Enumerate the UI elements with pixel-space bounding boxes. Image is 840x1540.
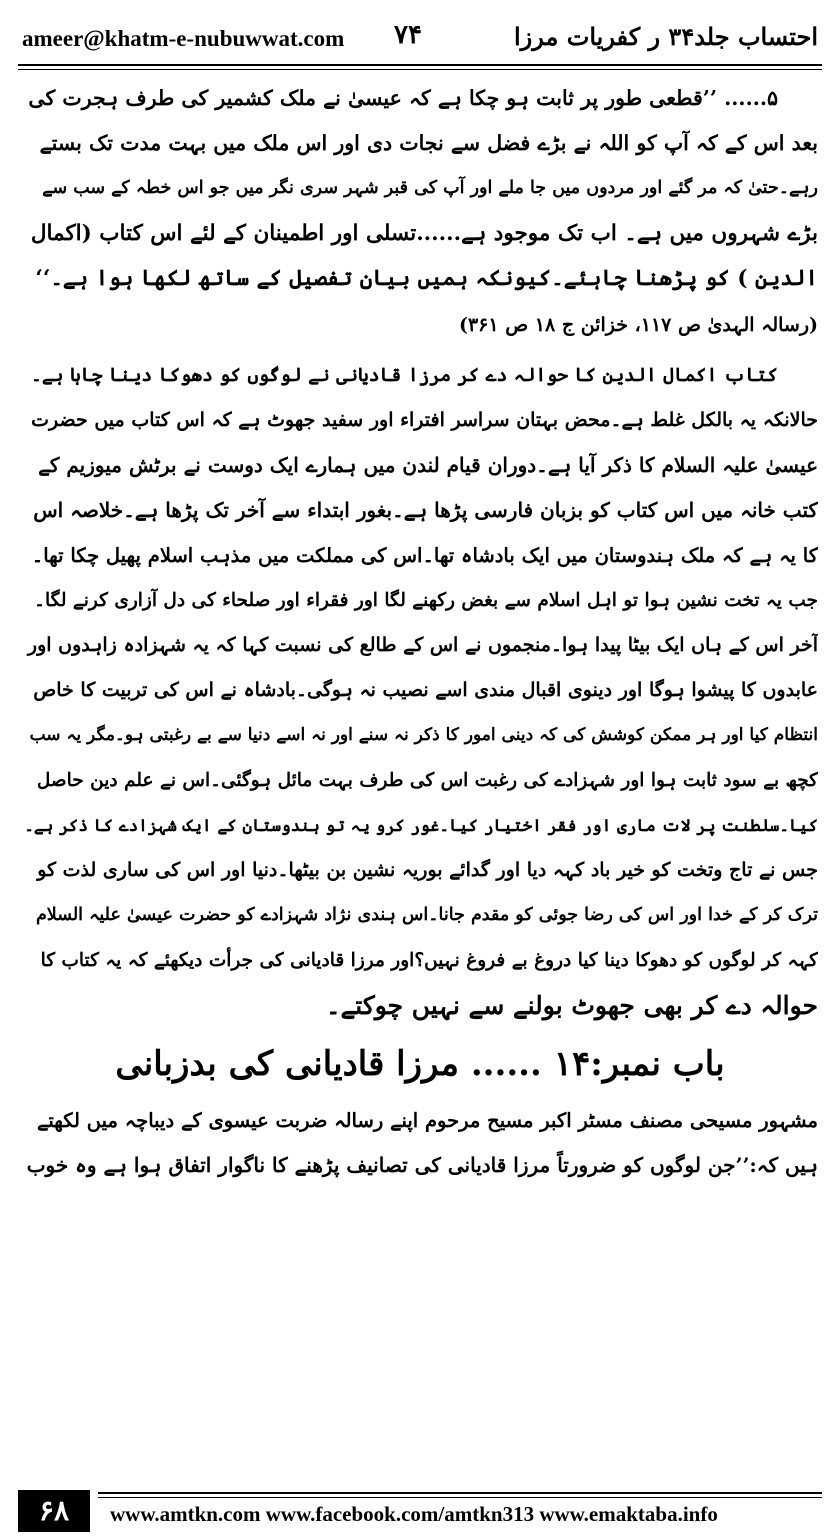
- text-line: عیسیٰ علیہ السلام کا ذکر آیا ہے۔دوران قیام لندن میں ہمارے ایک دوست نے برٹش میوزیم کے: [38, 453, 818, 477]
- paragraph: [22, 353, 818, 1028]
- footer-divider-thin: [98, 1497, 822, 1498]
- text-line: حوالہ دے کر بھی جھوٹ بولنے سے نہیں چوکتے۔: [325, 991, 818, 1020]
- text-line: عابدوں کا پیشوا ہوگا اور دینوی اقبال مندی اسے نصیب نہ ہوگی۔بادشاہ نے اس کی تربیت کا خاص: [33, 679, 818, 701]
- text-line: ترک کر کے خدا اور اس کی رضا جوئی کو مقدم جانا۔اس ہندی نژاد شہزادے کو حضرت عیسیٰ علیہ السلام: [35, 905, 818, 925]
- text-line: رہے۔حتیٰ کہ مر گئے اور مردوں میں جا ملے اور آپ کی قبر شہر سری نگر میں جو اس خطہ کے سب سے: [42, 178, 818, 198]
- text-line: بعد اس کے کہ آپ کو اللہ نے بڑے فضل سے نجات دی اور اس ملک میں بہت مدت تک بستے: [39, 131, 818, 155]
- text-line: مشہور مسیحی مصنف مسٹر اکبر مسیح مرحوم اپنے رسالہ ضربت عیسوی کے دیباچہ میں لکھتے: [36, 1109, 818, 1132]
- text-line: کہہ کر لوگوں کو دھوکا دینا کیا دروغ بے فروغ نہیں؟اور مرزا قادیانی کی جرأت دیکھئے کہ یہ کتاب کا: [40, 950, 818, 971]
- reference-citation: (رسالہ الہدیٰ ص ۱۱۷، خزائن ج ۱۸ ص ۳۶۱): [458, 314, 818, 336]
- text-line: کتب خانہ میں اس کتاب کو بزبان فارسی پڑھا ہے۔بغور ابتداء سے آخر تک پڑھا ہے۔خلاصہ اس: [33, 498, 818, 522]
- quote-block: [22, 76, 818, 301]
- text-line: بڑے شہروں میں ہے۔ اب تک موجود ہے......تسلی اور اطمینان کے لئے اس کتاب (اکمال: [30, 221, 818, 246]
- page-content: [22, 76, 818, 1188]
- header-title: احتساب جلد۳۴ ر کفریات مرزا: [514, 22, 818, 51]
- header-running-number: ۷۴: [394, 20, 422, 50]
- text-line: الدین ) کو پڑھنا چاہئے۔کیونکہ ہمیں بیان تفصیل کے ساتھ لکھا ہوا ہے۔‘‘: [35, 266, 818, 291]
- text-line: ۵...... ’’قطعی طور پر ثابت ہو چکا ہے کہ عیسیٰ نے ملک کشمیر کی طرف ہجرت کی: [28, 86, 778, 110]
- text-line: کتاب اکمال الدین کا حوالہ دے کر مرزا قادیانی نے لوگوں کو دھوکا دینا چاہا ہے۔: [30, 365, 778, 386]
- page-number: ۶۸: [18, 1490, 90, 1532]
- text-line: کا یہ ہے کہ ملک ہندوستان میں ایک بادشاہ تھا۔اس کی مملکت میں مذہب اسلام پھیل چکا تھا۔: [31, 544, 818, 567]
- page-footer: [18, 1490, 822, 1532]
- text-line: ہیں کہ:’’جن لوگوں کو ضرورتاً مرزا قادیانی کی تصانیف پڑھنے کا ناگوار اتفاق ہوا ہے وہ خوب: [26, 1153, 818, 1177]
- paragraph: [22, 1098, 818, 1188]
- text-line: جس نے تاج وتخت کو خیر باد کہہ دیا اور گدائے بوریہ نشین بن بیٹھا۔دنیا اور اس کی ساری لذت کو: [37, 859, 818, 881]
- header-divider: [18, 64, 822, 66]
- text-line: حالانکہ یہ بالکل غلط ہے۔محض بہتان سراسر افتراء اور سفید جھوٹ ہے کہ اس کتاب میں حضرت: [31, 409, 818, 431]
- text-line: کیا۔سلطنت پر لات ماری اور فقر اختیار کیا۔غور کرو یہ تو ہندوستان کے ایک شہزادے کا ذکر ہے۔: [24, 816, 818, 835]
- chapter-heading: باب نمبر:۱۴ ...... مرزا قادیانی کی بدزبانی: [115, 1044, 725, 1084]
- page-header: [22, 18, 818, 62]
- footer-divider: [98, 1492, 822, 1494]
- text-line: انتظام کیا اور ہر ممکن کوشش کی کہ دینی امور کا ذکر نہ سنے اور نہ اسے دنیا سے بے رغبتی ہو۔مگر یہ سب: [29, 725, 818, 745]
- text-line: جب یہ تخت نشین ہوا تو اہل اسلام سے بغض رکھنے لگا اور فقراء اور صلحاء کی دل آزاری کرنے لگا۔: [34, 590, 818, 611]
- footer-urls: www.amtkn.com www.facebook.com/amtkn313 www.emaktaba.info: [110, 1502, 718, 1526]
- text-line: آخر اس کے ہاں ایک بیٹا پیدا ہوا۔منجموں نے اس کے طالع کی نسبت کہا کہ یہ شہزادہ زاہدوں اور: [27, 634, 818, 656]
- text-line: کچھ بے سود ثابت ہوا اور شہزادے کی رغبت اس کی طرف بہت مائل ہوگئی۔اس نے علم دین حاصل: [36, 770, 818, 791]
- header-email: ameer@khatm-e-nubuwwat.com: [22, 26, 345, 51]
- header-divider-thin: [18, 69, 822, 70]
